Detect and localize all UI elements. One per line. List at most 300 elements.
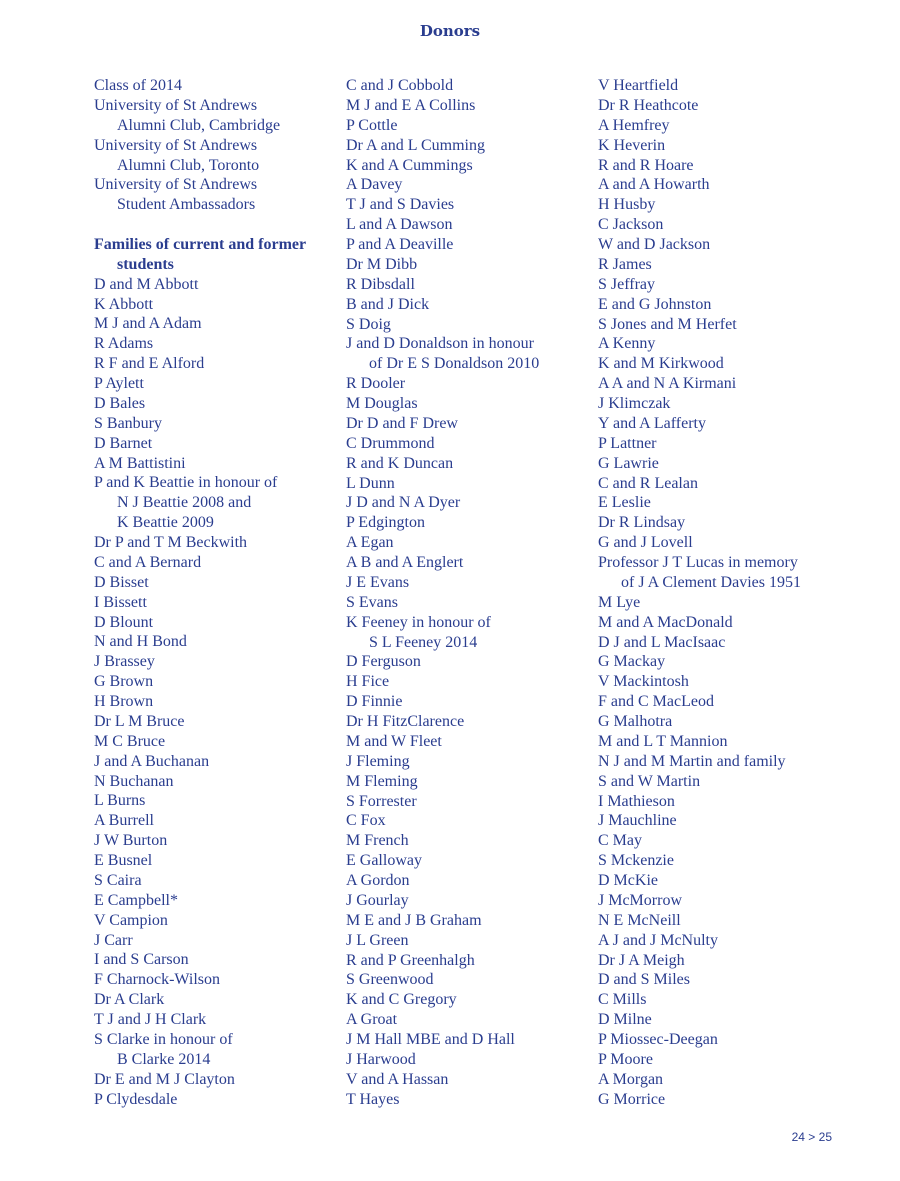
donor-entry [94, 791, 334, 811]
donor-entry-line: C and A Bernard [94, 553, 202, 571]
donor-entry [598, 215, 838, 235]
donor-entry-line: G Mackay [598, 653, 666, 671]
donor-entry [346, 295, 586, 315]
donor-entry-line: S Jones and M Herfet [598, 315, 737, 333]
donor-entry-line: H Fice [346, 673, 390, 691]
donor-entry [346, 275, 586, 295]
donor-entry [598, 951, 838, 971]
donor-entry-line: S Banbury [94, 414, 162, 432]
donor-entry [94, 692, 334, 712]
donor-entry-line: J D and N A Dyer [346, 494, 461, 512]
donor-entry [598, 752, 838, 772]
donor-entry-line: R and K Duncan [346, 454, 454, 472]
donor-entry-line: R Dooler [346, 375, 406, 393]
donor-entry [598, 732, 838, 752]
donor-entry [346, 394, 586, 414]
donor-entry [346, 613, 586, 653]
donor-entry-line: K and C Gregory [346, 991, 457, 1009]
donor-entry [346, 374, 586, 394]
donor-entry-line: T J and S Davies [346, 196, 455, 214]
donor-entry [346, 1010, 586, 1030]
donor-entry-line: A Davey [346, 176, 403, 194]
donor-entry [94, 871, 334, 891]
donor-entry [598, 434, 838, 454]
donor-entry-line: J M Hall MBE and D Hall [346, 1031, 515, 1048]
donor-entry-line: P Cottle [346, 116, 398, 134]
donor-entry [346, 990, 586, 1010]
donor-entry [94, 553, 334, 573]
donor-entry [94, 652, 334, 672]
donor-entry-continuation: K Beattie 2009 [117, 514, 214, 532]
donor-entry [346, 772, 586, 792]
donor-entry [94, 712, 334, 732]
donor-entry-line: S and W Martin [598, 772, 701, 790]
donor-entry-line: Dr R Heathcote [598, 96, 699, 114]
donor-entry [94, 374, 334, 394]
donor-entry-line: S Greenwood [346, 971, 434, 989]
donor-entry [598, 613, 838, 633]
donor-entry-line: Dr H FitzClarence [346, 713, 465, 730]
donor-entry-line: S Jeffray [598, 275, 656, 293]
donor-entry-line: Dr A and L Cumming [346, 136, 485, 154]
donor-entry [598, 195, 838, 215]
donor-entry [94, 931, 334, 951]
donor-entry [94, 295, 334, 315]
donor-entry [598, 811, 838, 831]
donor-entry [94, 275, 334, 295]
donor-entry-line: M and L T Mannion [598, 732, 728, 750]
donor-entry-line: D Bales [94, 394, 146, 412]
donor-entry [598, 553, 838, 593]
donor-entry [598, 374, 838, 394]
donor-entry [598, 474, 838, 494]
donor-entry-line: N Buchanan [94, 772, 174, 790]
donor-entry-continuation: Student Ambassadors [117, 196, 256, 214]
donor-entry-line: M Lye [598, 593, 641, 611]
donor-entry-line: E Leslie [598, 494, 651, 512]
donor-entry-line: S Forrester [346, 792, 417, 810]
donor-entry-line: D J and L MacIsaac [598, 633, 726, 651]
donor-entry-line: Dr J A Meigh [598, 951, 685, 969]
donor-entry [94, 334, 334, 354]
donor-entry-line: University of St Andrews [94, 136, 258, 154]
donor-entry [94, 1090, 334, 1110]
donor-entry-line: Class of 2014 [94, 77, 182, 94]
donor-entry [598, 235, 838, 255]
donor-entry [598, 116, 838, 136]
donor-entry [598, 891, 838, 911]
donor-entry [346, 951, 586, 971]
donor-entry-line: G and J Lovell [598, 534, 693, 552]
donor-entry-line: K and M Kirkwood [598, 355, 724, 373]
donor-entry-line: Dr D and F Drew [346, 414, 458, 432]
donor-entry-line: P Miossec-Deegan [598, 1031, 718, 1048]
donor-entry [598, 672, 838, 692]
donor-column-2 [346, 76, 586, 1110]
donor-entry-line: M C Bruce [94, 732, 166, 750]
donor-entry-line: J and D Donaldson in honour [346, 335, 534, 353]
donor-entry [598, 831, 838, 851]
donor-entry [346, 970, 586, 990]
donor-entry-line: A Morgan [598, 1070, 664, 1088]
donor-entry-line: D and S Miles [598, 971, 690, 989]
donor-entry-line: R Dibsdall [346, 275, 415, 293]
donor-entry-line: P and K Beattie in honour of [94, 474, 278, 492]
donor-entry [598, 851, 838, 871]
donor-entry-line: N J and M Martin and family [598, 752, 786, 770]
donor-entry [346, 891, 586, 911]
donor-entry-line: P Lattner [598, 434, 657, 452]
donor-entry [94, 632, 334, 652]
donor-entry [346, 533, 586, 553]
donor-entry [346, 672, 586, 692]
donor-entry-line: A Burrell [94, 812, 154, 830]
page-title: Donors [419, 22, 481, 40]
donor-entry [598, 295, 838, 315]
donor-entry [94, 136, 334, 176]
donor-entry-line: J Fleming [346, 752, 410, 770]
donor-entry-line: P Clydesdale [94, 1090, 178, 1108]
donor-entry-line: K Feeney in honour of [346, 613, 491, 631]
donor-entry-line: A J and J McNulty [598, 931, 718, 949]
donor-entry [94, 434, 334, 454]
donor-entry [598, 275, 838, 295]
donor-entry-line: A M Battistini [94, 454, 186, 472]
donor-entry-line: P Edgington [346, 514, 425, 532]
donor-entry-line: V Mackintosh [598, 673, 689, 691]
donor-entry-line: F Charnock-Wilson [94, 971, 221, 989]
donor-entry-line: K and A Cummings [346, 156, 473, 174]
donor-entry [346, 175, 586, 195]
donor-entry-line: J Mauchline [598, 812, 677, 830]
donor-entry [598, 931, 838, 951]
donor-entry [598, 156, 838, 176]
donor-entry-line: G Lawrie [598, 454, 659, 472]
donor-entry [94, 811, 334, 831]
donor-entry-line: A Hemfrey [598, 116, 670, 134]
donor-entry [598, 414, 838, 434]
donor-entry [598, 315, 838, 335]
donor-entry-line: J Carr [94, 931, 133, 949]
donor-entry [598, 1030, 838, 1050]
donor-entry-line: Dr R Lindsay [598, 514, 686, 532]
donor-column-3 [598, 76, 838, 1110]
donor-entry-line: M Douglas [346, 395, 418, 412]
donor-entry-line: Y and A Lafferty [598, 414, 706, 432]
donor-entry-line: J Brassey [94, 653, 155, 671]
donor-entry-line: D Milne [598, 1011, 652, 1029]
donor-entry-line: Dr E and M J Clayton [94, 1070, 235, 1088]
donor-entry-line: G Brown [94, 673, 154, 691]
donor-entry [598, 454, 838, 474]
donor-entry-line: C and R Lealan [598, 474, 698, 492]
donor-entry-line: N and H Bond [94, 633, 187, 651]
donor-entry-line: I Bissett [94, 593, 147, 611]
donor-entry [598, 652, 838, 672]
donor-entry-line: C Drummond [346, 434, 435, 452]
donor-entry-line: D Bisset [94, 573, 149, 591]
donor-entry [94, 1070, 334, 1090]
donor-entry-line: C Mills [598, 991, 647, 1009]
page-number: 24 > 25 [791, 1130, 832, 1144]
donor-entry-line: L Burns [94, 792, 146, 810]
donor-entry [94, 414, 334, 434]
donor-entry-line: Dr A Clark [94, 991, 165, 1009]
donor-entry-line: D McKie [598, 872, 658, 889]
donor-entry-line: M French [346, 832, 409, 850]
donor-entry-line: L and A Dawson [346, 216, 453, 234]
donor-entry [346, 1030, 586, 1050]
donor-entry [94, 394, 334, 414]
donor-entry [598, 513, 838, 533]
donor-entry [346, 732, 586, 752]
donor-entry-line: P Moore [598, 1050, 653, 1068]
donor-entry-line: A A and N A Kirmani [598, 375, 737, 393]
donor-entry [94, 573, 334, 593]
donor-entry [94, 891, 334, 911]
donor-entry [598, 1070, 838, 1090]
donor-entry [346, 553, 586, 573]
donor-entry-line: A and A Howarth [598, 176, 710, 194]
donor-entry [346, 573, 586, 593]
donor-entry [346, 593, 586, 613]
donor-entry-line: E Busnel [94, 852, 153, 870]
donor-entry-continuation: S L Feeney 2014 [369, 633, 478, 651]
donor-entry-line: J E Evans [346, 573, 410, 591]
donor-entry-line: L Dunn [346, 474, 395, 492]
donor-entry [598, 593, 838, 613]
donor-entry [346, 96, 586, 116]
donor-entry [346, 235, 586, 255]
donor-entry-line: M Fleming [346, 772, 418, 790]
donor-entry-line: Dr M Dibb [346, 255, 418, 273]
donor-entry [346, 76, 586, 96]
donor-entry-line: P and A Deaville [346, 236, 454, 253]
donor-entry-line: R Adams [94, 335, 154, 353]
donor-entry [598, 76, 838, 96]
donor-entry-line: R and R Hoare [598, 156, 694, 174]
donor-entry-continuation: B Clarke 2014 [117, 1050, 211, 1068]
donor-entry [94, 613, 334, 633]
donor-entry-line: F and C MacLeod [598, 693, 714, 711]
donor-entry-line: D Barnet [94, 434, 153, 452]
donor-entry-line: M J and A Adam [94, 315, 202, 333]
donor-entry-line: J Harwood [346, 1050, 416, 1068]
donor-entry [94, 950, 334, 970]
donor-entry [346, 871, 586, 891]
donor-entry-line: P Aylett [94, 375, 144, 393]
donor-entry [598, 96, 838, 116]
donor-entry-line: Professor J T Lucas in memory [598, 554, 798, 571]
donor-entry [598, 394, 838, 414]
donor-entry-line: University of St Andrews [94, 176, 258, 194]
donor-entry-line: M E and J B Graham [346, 911, 482, 929]
donor-entry [94, 593, 334, 613]
section-heading [94, 235, 334, 275]
donor-entry-line: S Mckenzie [598, 852, 674, 870]
spacer [94, 215, 334, 235]
donor-entry [346, 315, 586, 335]
donor-entry [346, 255, 586, 275]
donor-entry [346, 831, 586, 851]
donor-entry [346, 712, 586, 732]
donor-entry [598, 255, 838, 275]
donor-entry [346, 811, 586, 831]
donor-entry-line: M J and E A Collins [346, 96, 476, 114]
donor-entry [598, 354, 838, 374]
donor-entry-line: I and S Carson [94, 951, 189, 969]
donor-entry-line: H Brown [94, 693, 154, 711]
donor-entry-line: I Mathieson [598, 792, 675, 810]
donor-entry [598, 175, 838, 195]
donor-entry-continuation: of Dr E S Donaldson 2010 [369, 355, 540, 373]
donor-entry [346, 474, 586, 494]
donor-entry-line: E and G Johnston [598, 295, 712, 313]
donor-entry-line: T J and J H Clark [94, 1011, 207, 1029]
donor-entry-line: S Evans [346, 593, 398, 611]
donor-entry-line: C and J Cobbold [346, 77, 454, 94]
donor-entry [598, 1050, 838, 1070]
donor-entry [598, 712, 838, 732]
donor-entry-line: C May [598, 832, 642, 850]
donor-entry-line: R F and E Alford [94, 355, 205, 373]
donor-entry-continuation: students [117, 255, 174, 273]
donor-entry [346, 195, 586, 215]
donor-entry [94, 454, 334, 474]
donor-entry-line: K Abbott [94, 295, 154, 313]
donor-entry [94, 990, 334, 1010]
donor-entry-line: W and D Jackson [598, 236, 711, 253]
donor-entry-line: A Gordon [346, 872, 410, 889]
donor-entry [346, 1070, 586, 1090]
donor-entry [346, 454, 586, 474]
donor-entry-line: C Fox [346, 812, 386, 830]
donor-entry-line: G Morrice [598, 1090, 666, 1108]
donor-entry-line: Families of current and former [94, 235, 307, 253]
donor-entry [346, 1050, 586, 1070]
donor-entry-line: B and J Dick [346, 295, 430, 313]
donor-entry-line: J McMorrow [598, 891, 682, 909]
donor-entry [346, 116, 586, 136]
donor-entry [598, 1010, 838, 1030]
donor-entry [94, 96, 334, 136]
donor-entry-line: V Heartfield [598, 77, 679, 94]
donor-entry [346, 752, 586, 772]
donor-entry-line: Dr P and T M Beckwith [94, 534, 248, 552]
donor-entry-line: V and A Hassan [346, 1070, 449, 1088]
donor-entry-line: E Galloway [346, 852, 422, 870]
donor-entry-line: V Campion [94, 911, 168, 929]
donor-entry [346, 414, 586, 434]
donor-entry [346, 513, 586, 533]
donor-entry [346, 692, 586, 712]
donor-entry-line: Dr L M Bruce [94, 712, 185, 730]
donor-entry [598, 692, 838, 712]
donor-entry-line: D Ferguson [346, 653, 421, 671]
donor-entry [346, 652, 586, 672]
donor-entry-line: A Egan [346, 534, 394, 552]
donor-entry-line: S Doig [346, 315, 391, 333]
donor-entry-line: N E McNeill [598, 911, 681, 929]
donor-entry [598, 871, 838, 891]
donor-entry [598, 970, 838, 990]
donor-entry-line: D Finnie [346, 693, 403, 711]
donor-entry-line: J Klimczak [598, 395, 671, 412]
donor-entry-line: J Gourlay [346, 891, 409, 909]
donor-entry [94, 314, 334, 334]
donor-entry-line: T Hayes [346, 1090, 400, 1108]
donor-entry-continuation: N J Beattie 2008 and [117, 494, 252, 512]
donor-entry-line: E Campbell* [94, 891, 178, 909]
donor-entry [598, 493, 838, 513]
donor-entry [94, 911, 334, 931]
donor-entry [346, 156, 586, 176]
donor-entry [346, 931, 586, 951]
donor-entry [94, 1010, 334, 1030]
donor-entry [598, 772, 838, 792]
donor-entry [346, 334, 586, 374]
donor-entry-line: K Heverin [598, 136, 666, 154]
donor-entry-line: M and W Fleet [346, 732, 442, 750]
donor-entry [94, 354, 334, 374]
donor-entry-line: R James [598, 255, 652, 273]
donor-entry-line: S Caira [94, 871, 142, 889]
donor-entry [598, 1090, 838, 1110]
donor-entry [346, 792, 586, 812]
donor-entry-line: A Kenny [598, 335, 656, 353]
donor-entry [346, 215, 586, 235]
donor-entry [94, 831, 334, 851]
donor-entry [94, 851, 334, 871]
donor-entry-line: J L Green [346, 931, 409, 949]
donor-entry [346, 911, 586, 931]
donor-entry-line: D and M Abbott [94, 275, 199, 293]
donor-entry-line: H Husby [598, 196, 656, 214]
donor-entry [598, 792, 838, 812]
donor-entry [598, 334, 838, 354]
donor-entry [598, 533, 838, 553]
donor-entry-line: C Jackson [598, 216, 664, 234]
donor-entry-line: S Clarke in honour of [94, 1030, 233, 1048]
donor-entry [94, 772, 334, 792]
donor-entry [94, 752, 334, 772]
donor-entry-line: G Malhotra [598, 713, 673, 730]
donor-entry [598, 633, 838, 653]
donor-entry-line: University of St Andrews [94, 96, 258, 114]
donor-entry [346, 1090, 586, 1110]
donor-entry-line: J and A Buchanan [94, 752, 210, 770]
donor-entry [94, 533, 334, 553]
donor-entry-line: A Groat [346, 1011, 398, 1029]
donor-entry-continuation: Alumni Club, Cambridge [117, 116, 281, 134]
donor-entry [94, 473, 334, 533]
donor-entry [346, 851, 586, 871]
donor-entry [346, 136, 586, 156]
donor-entry-line: D Blount [94, 613, 154, 631]
donor-entry [94, 1030, 334, 1070]
donor-entry-continuation: of J A Clement Davies 1951 [621, 573, 801, 591]
donor-entry [94, 970, 334, 990]
donor-entry [346, 493, 586, 513]
donor-entry-line: A B and A Englert [346, 554, 464, 571]
donor-column-1 [94, 76, 334, 1109]
donor-entry [346, 434, 586, 454]
donor-entry-line: J W Burton [94, 832, 168, 850]
donor-entry-continuation: Alumni Club, Toronto [117, 156, 260, 174]
donor-entry-line: R and P Greenhalgh [346, 951, 475, 969]
donor-entry-line: M and A MacDonald [598, 613, 733, 631]
donor-entry [94, 732, 334, 752]
